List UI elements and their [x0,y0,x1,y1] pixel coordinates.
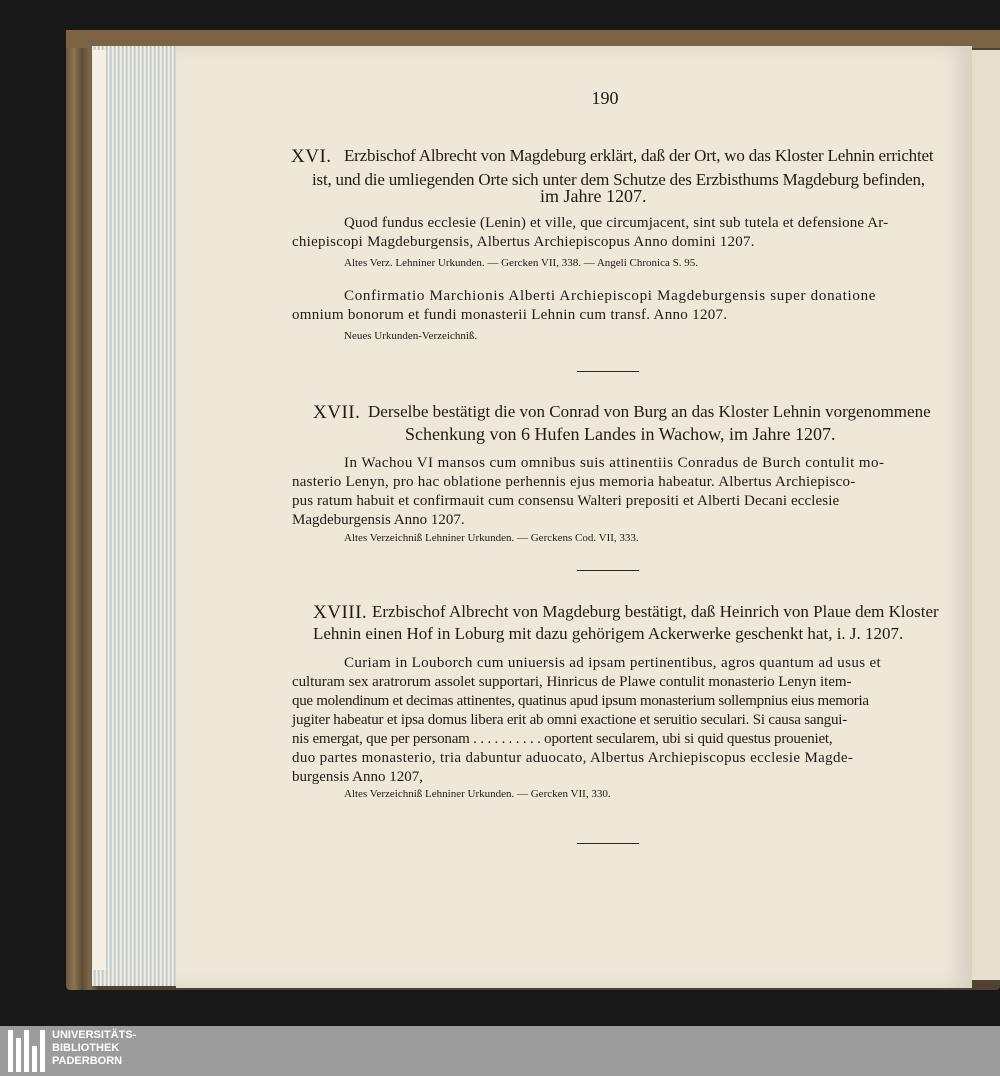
paragraph-line: nasterio Lenyn, pro hac oblatione perhennis ejus memoria habeatur. Albertus Archiepisco- [292,474,856,490]
section-divider [577,570,639,571]
section-divider [577,371,639,372]
page-number: 190 [591,88,619,108]
section-numeral: XVII. [313,402,361,423]
section-heading-line: Derselbe bestätigt die von Conrad von Burg an das Kloster Lehnin vorgenommene [368,402,931,421]
library-logo-text [52,1029,136,1068]
paragraph-line: nis emergat, que per personam . . . . . . . . . . oportent secularem, ubi si quid questus proueniet, [292,731,833,747]
paragraph-line: burgensis Anno 1207, [292,769,423,785]
section-heading-line: Schenkung von 6 Hufen Landes in Wachow, im Jahre 1207. [405,424,836,444]
library-logo-icon [8,1030,48,1072]
paragraph-line: chiepiscopi Magdeburgensis, Albertus Archiepiscopus Anno domini 1207. [292,234,755,250]
section-heading-line: im Jahre 1207. [540,186,647,206]
paragraph-line: omnium bonorum et fundi monasterii Lehnin cum transf. Anno 1207. [292,307,728,323]
section-numeral: XVIII. [313,602,368,623]
paragraph-line: jugiter habeatur et ipsa domus libera erit ab omni exactione et seruitio seculari. Si causa sangui- [292,712,848,728]
paragraph-line: Confirmatio Marchionis Alberti Archiepiscopi Magdeburgensis super donatione [344,288,877,304]
source-note: Altes Verz. Lehniner Urkunden. — Gercken VII, 338. — Angeli Chronica S. 95. [344,257,698,269]
paragraph-line: Curiam in Louborch cum uniuersis ad ipsam pertinentibus, agros quantum ad usus et [344,655,882,671]
section-heading-line: Erzbischof Albrecht von Magdeburg erklärt, daß der Ort, wo das Kloster Lehnin errichtet [344,146,934,165]
source-note: Neues Urkunden-Verzeichniß. [344,330,478,342]
logo-line: PADERBORN [52,1055,123,1067]
paragraph-line: pus ratum habuit et confirmauit cum consensu Walteri prepositi et Alberti Decani ecclesie [292,493,840,509]
paragraph-line: Quod fundus ecclesie (Lenin) et ville, que circumjacent, sint sub tutela et defensione Ar- [344,215,889,231]
paragraph-line: In Wachou VI mansos cum omnibus suis attinentiis Conradus de Burch contulit mo- [344,455,885,471]
source-note: Altes Verzeichniß Lehniner Urkunden. — Gerckens Cod. VII, 333. [344,532,639,544]
paragraph-line: Magdeburgensis Anno 1207. [292,512,465,528]
logo-line: BIBLIOTHEK [52,1042,120,1054]
section-numeral: XVI. [291,146,332,167]
paragraph-line: que molendinum et decimas attinentes, quatinus apud ipsum monasterium sollempnius eius memoria [292,693,869,709]
logo-line: UNIVERSITÄTS- [52,1029,137,1041]
section-heading-line: Erzbischof Albrecht von Magdeburg bestätigt, daß Heinrich von Plaue dem Kloster [372,602,939,621]
paragraph-line: duo partes monasterio, tria dabuntur aduocato, Albertus Archiepiscopus ecclesie Magde- [292,750,854,766]
section-divider [577,843,639,844]
section-heading-line: Lehnin einen Hof in Loburg mit dazu gehörigem Ackerwerke geschenkt hat, i. J. 1207. [313,624,904,643]
library-footer [0,1026,1000,1076]
source-note: Altes Verzeichniß Lehniner Urkunden. — Gercken VII, 330. [344,788,611,800]
section-heading-line: ist, und die umliegenden Orte sich unter dem Schutze des Erzbisthums Magdeburg befinden, [312,170,925,189]
paragraph-line: culturam sex aratrorum assolet supportari, Hinricus de Plawe contulit monasterio Lenyn item- [292,674,852,690]
